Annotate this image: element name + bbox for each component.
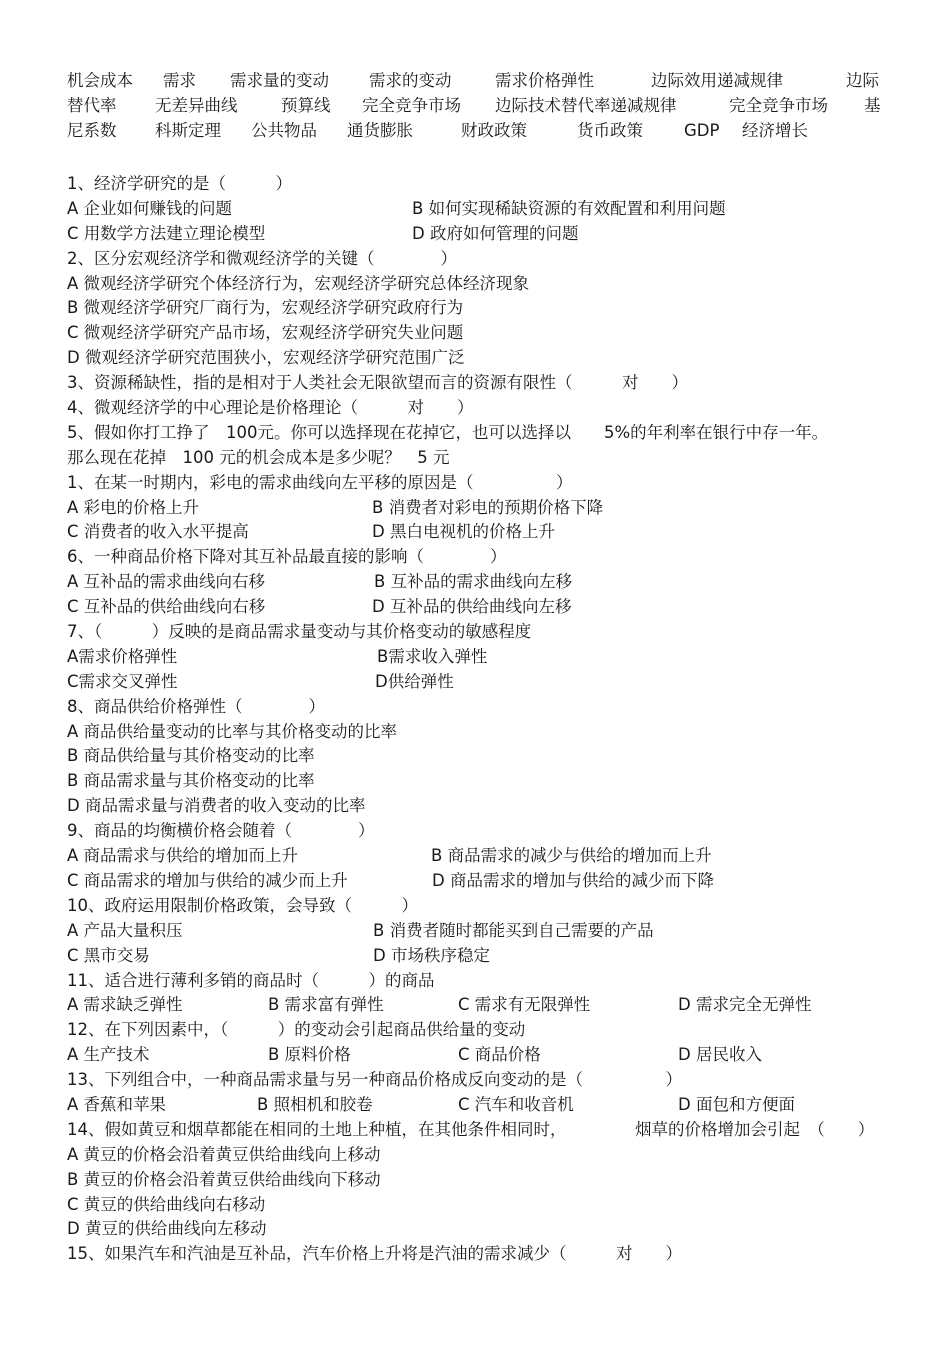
question-line xyxy=(67,346,897,371)
question-text: 9、商品的均衡横价格会随着（ ） xyxy=(67,821,375,841)
option-text: B 互补品的需求曲线向左移 xyxy=(374,572,573,592)
question-text: D 商品需求量与消费者的收入变动的比率 xyxy=(67,796,366,816)
question-line xyxy=(67,1143,897,1168)
term: 边际技术替代率递减规律 xyxy=(495,96,677,115)
question-text: 12、在下列因素中，（ ）的变动会引起商品供给量的变动 xyxy=(67,1020,526,1040)
question-text: C 用数学方法建立理论模型 xyxy=(67,223,266,243)
question-line xyxy=(67,720,897,745)
question-line xyxy=(67,1043,897,1068)
question-text: C 消费者的收入水平提高 xyxy=(67,522,249,542)
question-text: 5、假如你打工挣了 100元。你可以选择现在花掉它，也可以选择以 5%的年利率在银行中存一年。 xyxy=(67,422,829,442)
question-text: B 商品需求量与其价格变动的比率 xyxy=(67,771,315,791)
question-text: A 企业如何赚钱的问题 xyxy=(67,198,233,218)
question-line xyxy=(67,446,897,471)
term: 科斯定理 xyxy=(155,121,221,140)
term: 经济增长 xyxy=(742,121,808,140)
question-text: B 微观经济学研究厂商行为，宏观经济学研究政府行为 xyxy=(67,298,464,318)
question-line xyxy=(67,769,897,794)
question-line xyxy=(67,1018,897,1043)
option-text: B 商品需求的减少与供给的增加而上升 xyxy=(431,846,712,866)
option-text: D 黑白电视机的价格上升 xyxy=(372,522,555,542)
question-line xyxy=(67,471,897,496)
question-line xyxy=(67,620,897,645)
option-text: B 原料价格 xyxy=(268,1045,351,1065)
question-text: A 需求缺乏弹性 xyxy=(67,995,183,1015)
question-line xyxy=(67,321,897,346)
question-text: C 黄豆的供给曲线向右移动 xyxy=(67,1194,266,1214)
question-text: A 商品需求与供给的增加而上升 xyxy=(67,846,299,866)
question-line xyxy=(67,570,897,595)
option-text: B需求收入弹性 xyxy=(377,646,488,666)
question-text: 4、微观经济学的中心理论是价格理论（ 对 ） xyxy=(67,398,474,418)
question-text: 6、一种商品价格下降对其互补品最直接的影响（ ） xyxy=(67,547,507,567)
question-line xyxy=(67,296,897,321)
question-text: A 微观经济学研究个体经济行为，宏观经济学研究总体经济现象 xyxy=(67,273,530,293)
term: 机会成本 xyxy=(67,71,133,90)
option-text: B 消费者对彩电的预期价格下降 xyxy=(372,497,604,517)
question-line xyxy=(67,421,897,446)
option-text: 烟草的价格增加会引起 （ ） xyxy=(635,1119,875,1139)
option-text: D 居民收入 xyxy=(678,1045,762,1065)
option-text: B 如何实现稀缺资源的有效配置和利用问题 xyxy=(412,198,726,218)
question-text: 1、在某一时期内，彩电的需求曲线向左平移的原因是（ ） xyxy=(67,472,573,492)
option-text: C 汽车和收音机 xyxy=(458,1094,574,1114)
question-line xyxy=(67,1068,897,1093)
term: 货币政策 xyxy=(577,121,643,140)
terms-line xyxy=(67,93,897,118)
term: 通货膨胀 xyxy=(347,121,413,140)
term: 公共物品 xyxy=(251,121,317,140)
term: 基 xyxy=(864,96,881,115)
option-text: D供给弹性 xyxy=(375,671,454,691)
term: 需求的变动 xyxy=(369,71,452,90)
question-text: C 互补品的供给曲线向右移 xyxy=(67,597,266,617)
question-line xyxy=(67,272,897,297)
question-line xyxy=(67,993,897,1018)
question-line xyxy=(67,1093,897,1118)
question-text: D 微观经济学研究范围狭小，宏观经济学研究范围广泛 xyxy=(67,348,465,368)
term: 尼系数 xyxy=(67,121,117,140)
term: 边际 xyxy=(846,71,879,90)
option-text: D 市场秩序稳定 xyxy=(373,945,490,965)
question-line xyxy=(67,197,897,222)
option-text: D 需求完全无弹性 xyxy=(678,995,812,1015)
question-line xyxy=(67,919,897,944)
question-line xyxy=(67,496,897,521)
question-text: A需求价格弹性 xyxy=(67,646,178,666)
term: 边际效用递减规律 xyxy=(651,71,783,90)
question-text: 那么现在花掉 100 元的机会成本是多少呢？ 5 元 xyxy=(67,447,450,467)
question-text: C 黑市交易 xyxy=(67,945,150,965)
question-text: 8、商品供给价格弹性（ ） xyxy=(67,696,325,716)
key-terms-list xyxy=(67,68,897,143)
question-line xyxy=(67,695,897,720)
question-text: 11、适合进行薄利多销的商品时（ ）的商品 xyxy=(67,970,435,990)
question-text: A 香蕉和苹果 xyxy=(67,1094,167,1114)
question-line xyxy=(67,844,897,869)
question-line xyxy=(67,520,897,545)
option-text: B 消费者随时都能买到自己需要的产品 xyxy=(373,920,654,940)
question-text: 10、政府运用限制价格政策，会导致（ ） xyxy=(67,895,418,915)
question-text: 3、资源稀缺性，指的是相对于人类社会无限欲望而言的资源有限性（ 对 ） xyxy=(67,373,688,393)
term: 财政政策 xyxy=(461,121,527,140)
question-text: B 商品供给量与其价格变动的比率 xyxy=(67,746,315,766)
question-line xyxy=(67,969,897,994)
question-line xyxy=(67,1242,897,1267)
question-text: D 黄豆的供给曲线向左移动 xyxy=(67,1219,267,1239)
question-line xyxy=(67,744,897,769)
question-text: 2、区分宏观经济学和微观经济学的关键（ ） xyxy=(67,248,457,268)
question-text: 1、经济学研究的是（ ） xyxy=(67,174,292,193)
question-text: B 黄豆的价格会沿着黄豆供给曲线向下移动 xyxy=(67,1169,381,1189)
question-line xyxy=(67,247,897,272)
option-text: B 需求富有弹性 xyxy=(268,995,384,1015)
question-text: 15、如果汽车和汽油是互补品，汽车价格上升将是汽油的需求减少（ 对 ） xyxy=(67,1244,682,1264)
question-text: 7、（ ）反映的是商品需求量变动与其价格变动的敏感程度 xyxy=(67,622,532,642)
question-text: 14、假如黄豆和烟草都能在相同的土地上种植，在其他条件相同时， xyxy=(67,1119,567,1139)
question-text: C 商品需求的增加与供给的减少而上升 xyxy=(67,870,348,890)
term: 需求 xyxy=(163,71,196,90)
question-text: 13、下列组合中，一种商品需求量与另一种商品价格成反向变动的是（ ） xyxy=(67,1070,682,1090)
terms-line xyxy=(67,68,897,93)
option-text: B 照相机和胶卷 xyxy=(257,1094,373,1114)
question-line xyxy=(67,396,897,421)
term: 预算线 xyxy=(281,96,331,115)
question-list xyxy=(67,172,897,1267)
question-text: A 产品大量积压 xyxy=(67,920,183,940)
question-line xyxy=(67,794,897,819)
question-line xyxy=(67,1217,897,1242)
option-text: C 商品价格 xyxy=(458,1045,541,1065)
option-text: D 商品需求的增加与供给的减少而下降 xyxy=(432,870,714,890)
question-line xyxy=(67,172,897,197)
term: 无差异曲线 xyxy=(155,96,238,115)
option-text: D 互补品的供给曲线向左移 xyxy=(372,597,572,617)
option-text: C 需求有无限弹性 xyxy=(458,995,591,1015)
question-line xyxy=(67,1193,897,1218)
term: 完全竞争市场 xyxy=(729,96,828,115)
question-line xyxy=(67,869,897,894)
question-text: A 彩电的价格上升 xyxy=(67,497,200,517)
question-line xyxy=(67,1118,897,1143)
question-line xyxy=(67,944,897,969)
question-line xyxy=(67,1168,897,1193)
question-line xyxy=(67,595,897,620)
question-text: A 黄豆的价格会沿着黄豆供给曲线向上移动 xyxy=(67,1144,381,1164)
question-text: C需求交叉弹性 xyxy=(67,671,178,691)
question-line xyxy=(67,645,897,670)
question-line xyxy=(67,222,897,247)
term: GDP xyxy=(684,121,720,140)
question-line xyxy=(67,894,897,919)
question-text: A 互补品的需求曲线向右移 xyxy=(67,572,266,592)
term: 需求量的变动 xyxy=(230,71,329,90)
term: 完全竞争市场 xyxy=(362,96,461,115)
option-text: D 政府如何管理的问题 xyxy=(412,223,579,243)
term: 替代率 xyxy=(67,96,117,115)
term: 需求价格弹性 xyxy=(495,71,594,90)
question-text: A 生产技术 xyxy=(67,1045,150,1065)
question-line xyxy=(67,819,897,844)
option-text: D 面包和方便面 xyxy=(678,1094,795,1114)
terms-line xyxy=(67,118,897,143)
question-line xyxy=(67,545,897,570)
question-text: A 商品供给量变动的比率与其价格变动的比率 xyxy=(67,721,398,741)
question-line xyxy=(67,371,897,396)
question-text: C 微观经济学研究产品市场，宏观经济学研究失业问题 xyxy=(67,323,464,343)
question-line xyxy=(67,670,897,695)
